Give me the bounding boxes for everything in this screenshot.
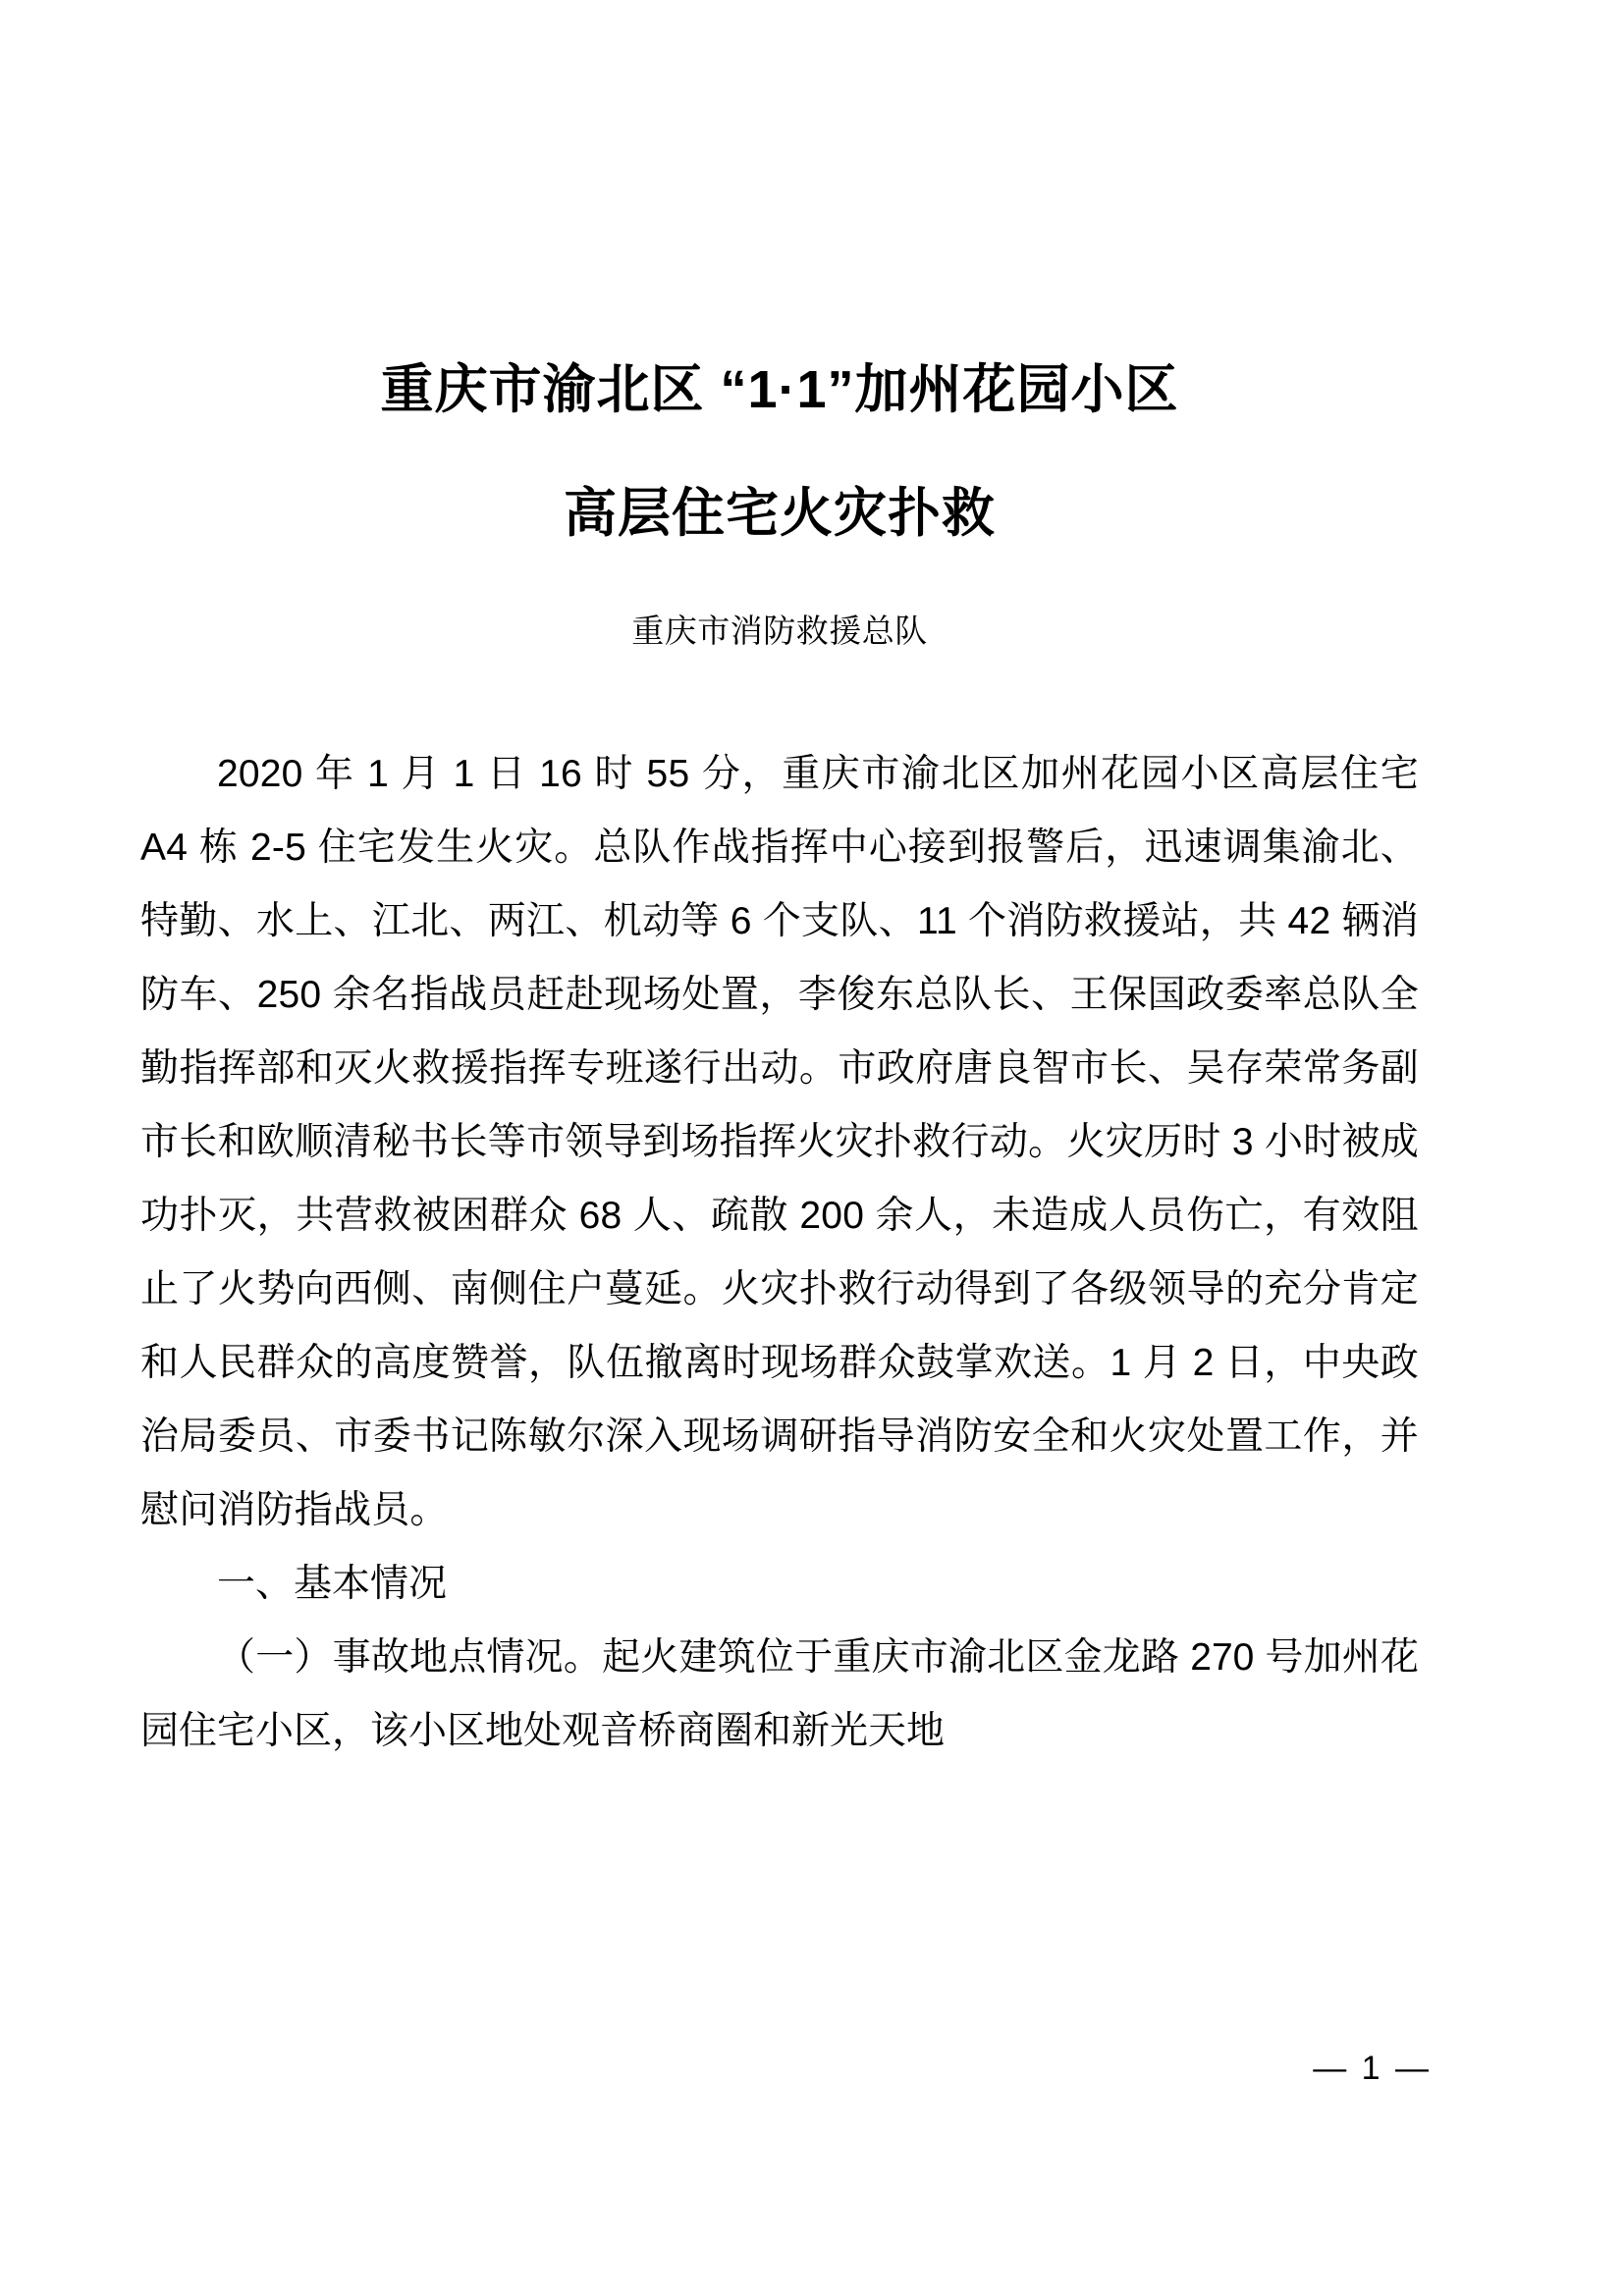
page-number-footer: — 1 —	[1313, 2050, 1432, 2087]
section-heading-basic-situation: 一、基本情况	[217, 1563, 448, 1605]
subsection-accident-location: （一）事故地点情况。起火建筑位于重庆市渝北区金龙路 270 号加州花园住宅小区，该小区地处观音桥商圈和新光天地	[140, 1636, 1419, 1752]
document-title-line-1: 重庆市渝北区 “1·1”加州花园小区	[380, 360, 1179, 419]
page-content	[140, 0, 1419, 1768]
paragraph-opening: 2020 年 1 月 1 日 16 时 55 分，重庆市渝北区加州花园小区高层住宅 A4 栋 2-5 住宅发生火灾。总队作战指挥中心接到报警后，迅速调集渝北、特勤、水上、江北、两江、机动等 6 个支队、11 个消防救援站，共 42 辆消防车、250 余名指战员赶赴现场处置，李俊东总队长、王保国政委率总队全勤指挥部和灭火救援指挥专班遂行出动。市政府唐良智市长、吴存荣常务副市长和欧顺清秘书长等市领导到场指挥火灾扑救行动。火灾历时 3 小时被成功扑灭，共营救被困群众 68 人、疏散 200 余人，未造成人员伤亡，有效阻止了火势向西侧、南侧住户蔓延。火灾扑救行动得到了各级领导的充分肯定和人民群众的高度赞誉，队伍撤离时现场群众鼓掌欢送。1 月 2 日，中央政治局委员、市委书记陈敏尔深入现场调研指导消防安全和火灾处置工作，并慰问消防指战员。	[140, 753, 1419, 1531]
document-body	[140, 737, 1419, 1768]
document-title-line-2: 高层住宅火灾扑救	[564, 484, 996, 543]
document-byline: 重庆市消防救援总队	[631, 613, 928, 649]
